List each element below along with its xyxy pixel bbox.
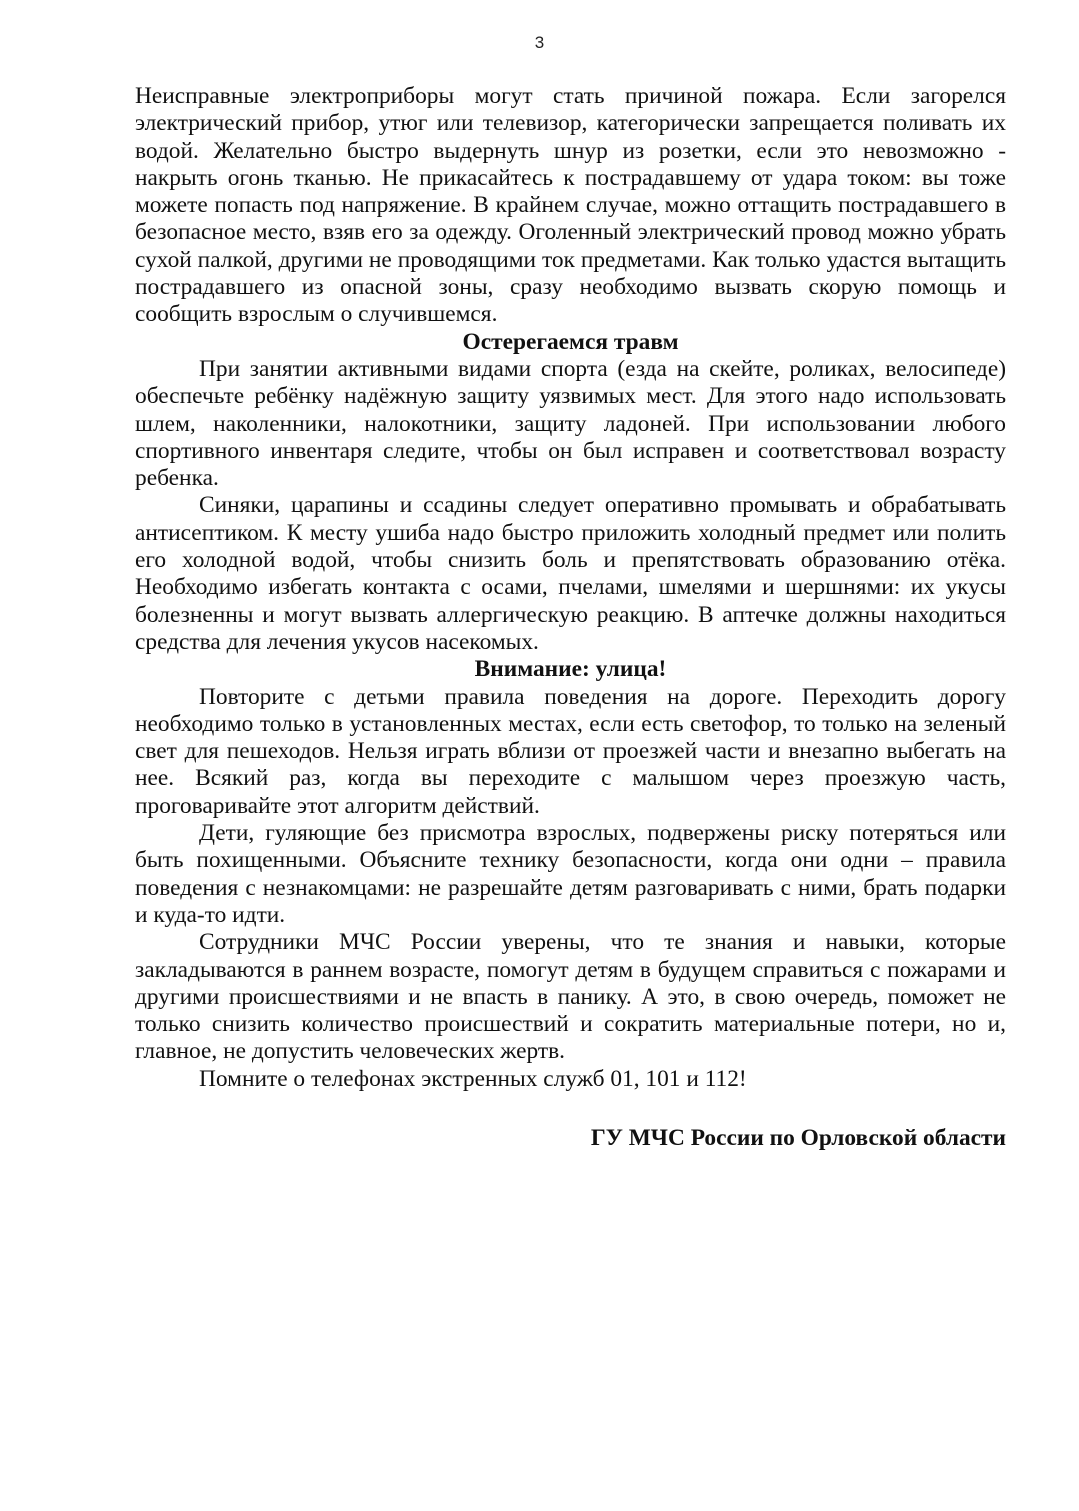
heading-street: Внимание: улица!: [474, 656, 667, 683]
page-number: 3: [534, 33, 545, 52]
paragraph-electrical-safety: Неисправные электроприборы могут стать причиной пожара. Если загорелся электрический прибор, утюг или телевизор, категорически запрещается поливать их водой. Желательно быстро выдернуть шнур из розетки, если это невозможно - накрыть огонь тканью. Не прикасайтесь к пострадавшему от удара током: вы тоже можете попасть под напряжение. В крайнем случае, можно оттащить пострадавшего в безопасное место, взяв его за одежду. Оголенный электрический провод можно убрать сухой палкой, другими не проводящими ток предметами. Как только удастся вытащить пострадавшего из опасной зоны, сразу необходимо вызвать скорую помощь и сообщить взрослым о случившемся.: [135, 83, 1006, 328]
heading-injuries: Остерегаемся травм: [462, 328, 679, 355]
paragraph-emergency-ministry: Сотрудники МЧС России уверены, что те знания и навыки, которые закладываются в раннем возрасте, помогут детям в будущем справиться с пожарами и другими происшествиями и не впасть в панику. А это, в свою очередь, поможет не только снизить количество происшествий и сократить материальные потери, но и, главное, не допустить человеческих жертв.: [135, 929, 1006, 1065]
paragraph-sports-protection: При занятии активными видами спорта (езда на скейте, роликах, велосипеде) обеспечьте ребёнку надёжную защиту уязвимых мест. Для этого надо использовать шлем, наколенники, налокотники, защиту ладоней. При использовании любого спортивного инвентаря следите, чтобы он был исправен и соответствовал возрасту ребенка.: [135, 355, 1006, 492]
paragraph-emergency-phones: Помните о телефонах экстренных служб 01, 101 и 112!: [199, 1065, 747, 1092]
signature-organization: ГУ МЧС России по Орловской области: [590, 1125, 1006, 1151]
document-body: [135, 83, 1006, 1093]
paragraph-bruises-insects: Синяки, царапины и ссадины следует оперативно промывать и обрабатывать антисептиком. К месту ушиба надо быстро приложить холодный предмет или полить его холодной водой, чтобы снизить боль и препятствовать образованию отёка. Необходимо избегать контакта с осами, пчелами, шмелями и шершнями: их укусы болезненны и могут вызвать аллергическую реакцию. В аптечке должны находиться средства для лечения укусов насекомых.: [135, 492, 1006, 655]
paragraph-strangers: Дети, гуляющие без присмотра взрослых, подвержены риску потеряться или быть похищенными. Объясните технику безопасности, когда они одни – правила поведения с незнакомцами: не разрешайте детям разговаривать с ними, брать подарки и куда-то идти.: [135, 820, 1006, 928]
paragraph-road-rules: Повторите с детьми правила поведения на дороге. Переходить дорогу необходимо только в установленных местах, если есть светофор, то только на зеленый свет для пешеходов. Нельзя играть вблизи от проезжей части и внезапно выбегать на нее. Всякий раз, когда вы переходите с малышом через проезжую часть, проговаривайте этот алгоритм действий.: [135, 683, 1006, 819]
